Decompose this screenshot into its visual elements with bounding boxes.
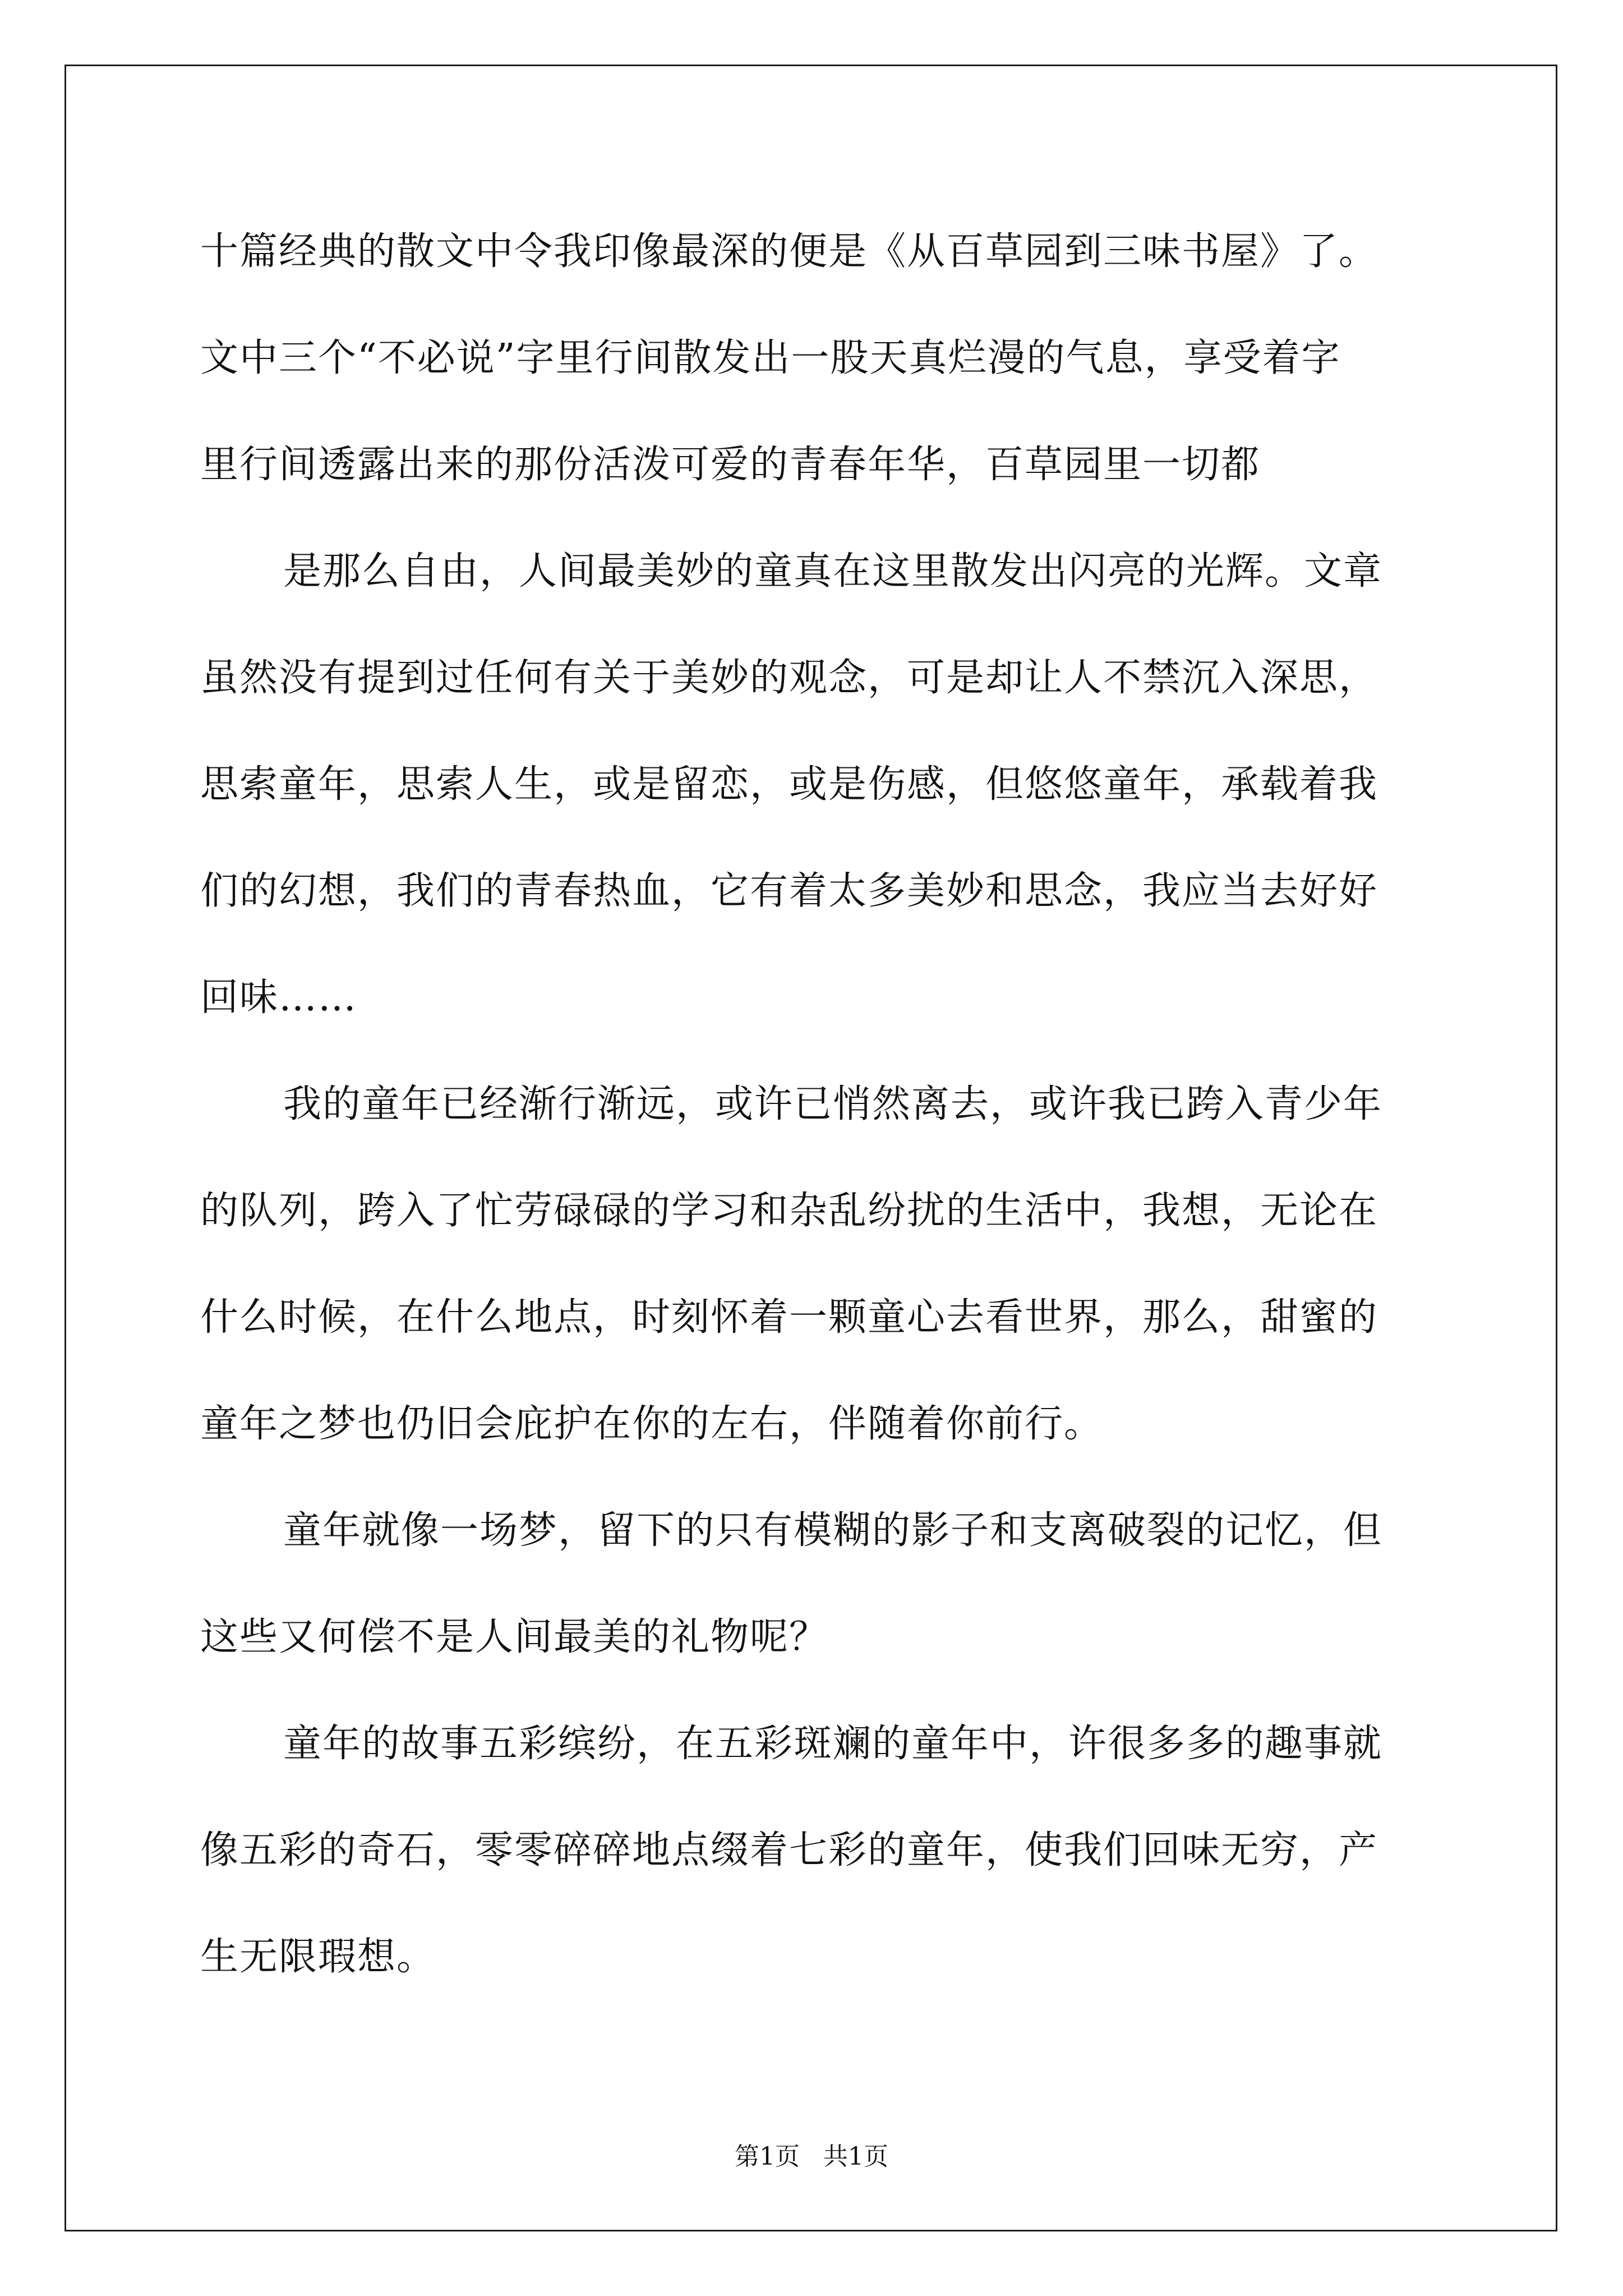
body-text-line: 童年的故事五彩缤纷，在五彩斑斓的童年中，许很多多的趣事就 — [283, 1722, 1383, 1766]
body-text-line: 的队列，跨入了忙劳碌碌的学习和杂乱纷扰的生活中，我想，无论在 — [200, 1189, 1378, 1233]
body-text-line: 里行间透露出来的那份活泼可爱的青春年华，百草园里一切都 — [200, 443, 1261, 487]
page-border — [64, 65, 1557, 2231]
body-text-line: 这些又何偿不是人间最美的礼物呢？ — [200, 1615, 829, 1659]
body-text-line: 们的幻想，我们的青春热血，它有着太多美妙和思念，我应当去好好 — [200, 869, 1378, 913]
body-text-line: 像五彩的奇石，零零碎碎地点缀着七彩的童年，使我们回味无穷，产 — [200, 1828, 1378, 1872]
body-text-line: 什么时候，在什么地点，时刻怀着一颗童心去看世界，那么，甜蜜的 — [200, 1295, 1378, 1340]
body-text-line: 文中三个“不必说”字里行间散发出一股天真烂漫的气息，享受着字 — [200, 336, 1341, 380]
body-text-line: 童年就像一场梦，留下的只有模糊的影子和支离破裂的记忆，但 — [283, 1508, 1383, 1553]
body-text-line: 虽然没有提到过任何有关于美妙的观念，可是却让人不禁沉入深思， — [200, 656, 1378, 700]
body-text-line: 是那么自由，人间最美妙的童真在这里散发出闪亮的光辉。文章 — [283, 549, 1383, 593]
body-text-line: 十篇经典的散文中令我印像最深的便是《从百草园到三味书屋》了。 — [200, 229, 1378, 274]
body-text-line: 回味…… — [200, 976, 358, 1020]
body-text-line: 思索童年，思索人生，或是留恋，或是伤感，但悠悠童年，承载着我 — [200, 762, 1378, 807]
body-text-line: 童年之梦也仍旧会庇护在你的左右，伴随着你前行。 — [200, 1402, 1104, 1446]
body-text-line: 我的童年已经渐行渐远，或许已悄然离去，或许我已跨入青少年 — [283, 1082, 1383, 1126]
body-text-line: 生无限瑕想。 — [200, 1935, 436, 1979]
page-number-footer: 第1页 共1页 — [735, 2142, 888, 2171]
